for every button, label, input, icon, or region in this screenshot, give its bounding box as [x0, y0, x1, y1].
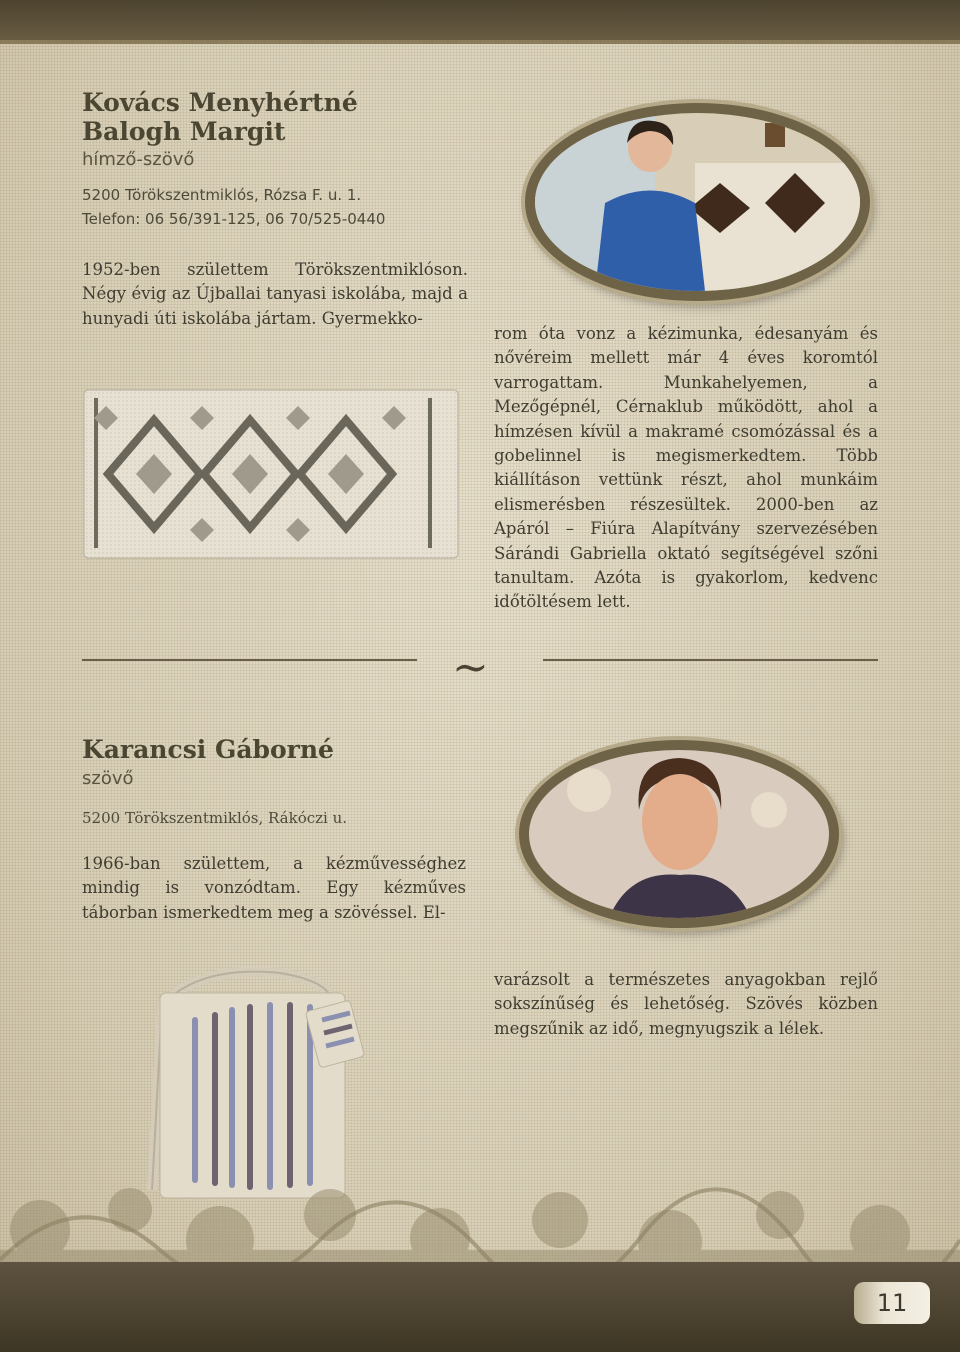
page-number: 11 [854, 1282, 930, 1324]
person1-bio-part2: rom óta vonz a kézimunka, édesanyám és nővéreim mellett már 4 éves koromtól varrogattam. Munkahelyemen, a Mezőgépnél, Cérnaklub működött, ahol a hímzésen kívül a makramé csomózással és a gobelinnel is megismerkedtem. Több kiállításon vettünk részt, ahol munkáim elismerésben részesültek. 2000-ben az Apáról – Fiúra Alapítvány szervezésében Sárándi Gabriella oktató segítségével szőni tanultam. Azóta is gyakorlom, kedvenc időtöltésem lett. [494, 324, 878, 612]
person1-name-line2: Balogh Margit [82, 117, 286, 146]
floral-border-decoration [0, 1120, 960, 1280]
person1-address: 5200 Törökszentmiklós, Rózsa F. u. 1. [82, 186, 362, 204]
person1-role: hímző-szövő [82, 149, 195, 170]
person2-portrait-photo [519, 740, 839, 928]
ornament-swash: ~ [452, 642, 489, 693]
person1-phone: Telefon: 06 56/391-125, 06 70/525-0440 [82, 210, 386, 228]
portrait-illustration [535, 113, 860, 291]
woven-rug-photo [82, 388, 460, 560]
bottom-banner [0, 1262, 960, 1352]
divider-left [82, 659, 417, 661]
person2-bio-part1: 1966-ban születtem, a kézművességhez mindig is vonzódtam. Egy kézműves táborban ismerkedtem meg a szövéssel. El- [82, 854, 466, 922]
person1-contact [82, 183, 385, 231]
person1-name-line1: Kovács Menyhértné [82, 88, 358, 117]
person1-portrait-photo [525, 103, 870, 301]
top-banner [0, 0, 960, 44]
person2-role: szövő [82, 768, 134, 789]
person1-bio-part1: 1952-ben születtem Törökszentmiklóson. Négy évig az Újballai tanyasi iskolába, majd a hunyadi úti iskolába jártam. Gyermekko- [82, 260, 468, 328]
person2-name: Karancsi Gáborné [82, 735, 334, 764]
person2-address: 5200 Törökszentmiklós, Rákóczi u. [82, 809, 348, 827]
divider-right [543, 659, 878, 661]
person2-bio-part2: varázsolt a természetes anyagokban rejlő sokszínűség és lehetőség. Szövés közben megszűnik az idő, megnyugszik a lélek. [494, 970, 878, 1038]
person1-name [82, 88, 358, 146]
portrait-illustration-2 [529, 750, 829, 918]
